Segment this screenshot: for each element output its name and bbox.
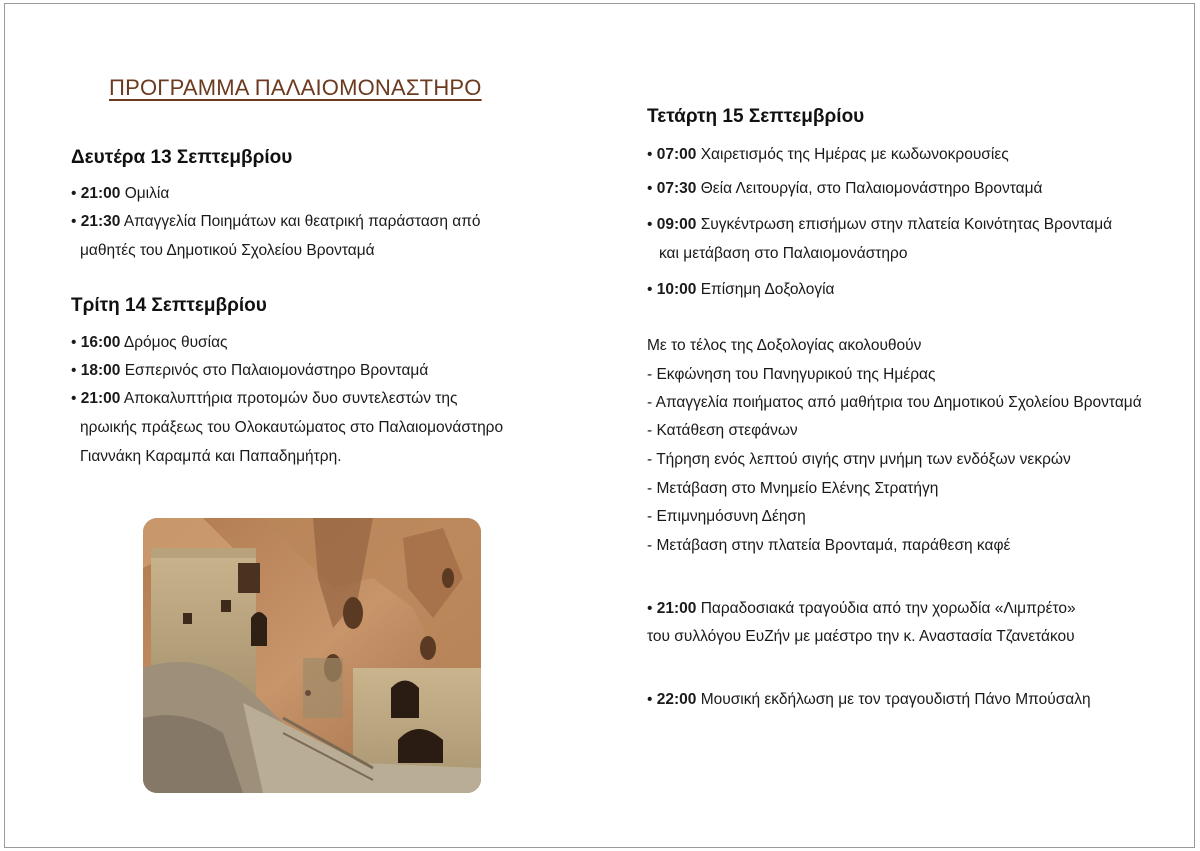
tuesday-item-2: • 18:00 Εσπερινός στο Παλαιομονάστηρο Βρονταμά (71, 362, 429, 379)
wednesday-item-2: • 07:30 Θεία Λειτουργία, στο Παλαιομονάστηρο Βρονταμά (647, 180, 1043, 197)
monastery-photo (143, 518, 481, 793)
after-item-2: - Απαγγελία ποιήματος από μαθήτρια του Δημοτικού Σχολείου Βρονταμά (647, 394, 1142, 411)
item-text: Συγκέντρωση επισήμων στην πλατεία Κοινότητας Βρονταμά (696, 216, 1113, 233)
item-text: Επίσημη Δοξολογία (696, 281, 835, 298)
item-time: 18:00 (80, 362, 121, 379)
evening-item-2: • 22:00 Μουσική εκδήλωση με τον τραγουδιστή Πάνο Μπούσαλη (647, 691, 1091, 708)
tuesday-item-1: • 16:00 Δρόμος θυσίας (71, 334, 228, 351)
page-title: ΠΡΟΓΡΑΜΜΑ ΠΑΛΑΙΟΜΟΝΑΣΤΗΡΟ (109, 75, 482, 100)
item-text: Ομιλία (120, 185, 170, 202)
monday-heading: Δευτέρα 13 Σεπτεμβρίου (71, 147, 293, 168)
item-time: 21:30 (80, 213, 121, 230)
after-doxology-intro: Με το τέλος της Δοξολογίας ακολουθούν (647, 337, 922, 354)
item-time: 21:00 (656, 600, 697, 617)
monday-item-2-cont: μαθητές του Δημοτικού Σχολείου Βρονταμά (80, 242, 375, 259)
item-text: Δρόμος θυσίας (120, 334, 228, 351)
wednesday-item-3: • 09:00 Συγκέντρωση επισήμων στην πλατεία Κοινότητας Βρονταμά (647, 216, 1113, 233)
item-time: 07:00 (656, 146, 697, 163)
tuesday-item-3-cont2: Γιαννάκη Καραμπά και Παπαδημήτρη. (80, 448, 342, 465)
after-item-4: - Τήρηση ενός λεπτού σιγής στην μνήμη των ενδόξων νεκρών (647, 451, 1071, 468)
after-item-6: - Επιμνημόσυνη Δέηση (647, 508, 806, 525)
wednesday-item-4: • 10:00 Επίσημη Δοξολογία (647, 281, 835, 298)
item-text: Χαιρετισμός της Ημέρας με κωδωνοκρουσίες (696, 146, 1009, 163)
wednesday-item-3-cont: και μετάβαση στο Παλαιομονάστηρο (659, 245, 908, 262)
item-text: Αποκαλυπτήρια προτομών δυο συντελεστών της (120, 390, 458, 407)
item-text: Απαγγελία Ποιημάτων και θεατρική παράσταση από (120, 213, 481, 230)
item-text: Παραδοσιακά τραγούδια από την χορωδία «Λιμπρέτο» (696, 600, 1076, 617)
wednesday-item-1: • 07:00 Χαιρετισμός της Ημέρας με κωδωνοκρουσίες (647, 146, 1009, 163)
item-text: Μουσική εκδήλωση με τον τραγουδιστή Πάνο Μπούσαλη (696, 691, 1091, 708)
tuesday-item-3-cont: ηρωικής πράξεως του Ολοκαυτώματος στο Παλαιομονάστηρο (80, 419, 504, 436)
item-text: Θεία Λειτουργία, στο Παλαιομονάστηρο Βρονταμά (696, 180, 1043, 197)
evening-item-1-cont: του συλλόγου ΕυΖήν με μαέστρο την κ. Αναστασία Τζανετάκου (647, 628, 1075, 645)
monday-item-2: • 21:30 Απαγγελία Ποιημάτων και θεατρική παράσταση από (71, 213, 481, 230)
tuesday-item-3: • 21:00 Αποκαλυπτήρια προτομών δυο συντελεστών της (71, 390, 458, 407)
after-item-7: - Μετάβαση στην πλατεία Βρονταμά, παράθεση καφέ (647, 537, 1011, 554)
item-time: 10:00 (656, 281, 697, 298)
item-text: Εσπερινός στο Παλαιομονάστηρο Βρονταμά (120, 362, 429, 379)
after-item-3: - Κατάθεση στεφάνων (647, 422, 798, 439)
item-time: 09:00 (656, 216, 697, 233)
item-time: 21:00 (80, 390, 121, 407)
tuesday-heading: Τρίτη 14 Σεπτεμβρίου (71, 295, 267, 316)
item-time: 16:00 (80, 334, 121, 351)
after-item-5: - Μετάβαση στο Μνημείο Ελένης Στρατήγη (647, 480, 939, 497)
monday-item-1: • 21:00 Ομιλία (71, 185, 170, 202)
after-item-1: - Εκφώνηση του Πανηγυρικού της Ημέρας (647, 366, 936, 383)
wednesday-heading: Τετάρτη 15 Σεπτεμβρίου (647, 106, 865, 127)
item-time: 21:00 (80, 185, 121, 202)
evening-item-1: • 21:00 Παραδοσιακά τραγούδια από την χορωδία «Λιμπρέτο» (647, 600, 1076, 617)
item-time: 22:00 (656, 691, 697, 708)
item-time: 07:30 (656, 180, 697, 197)
